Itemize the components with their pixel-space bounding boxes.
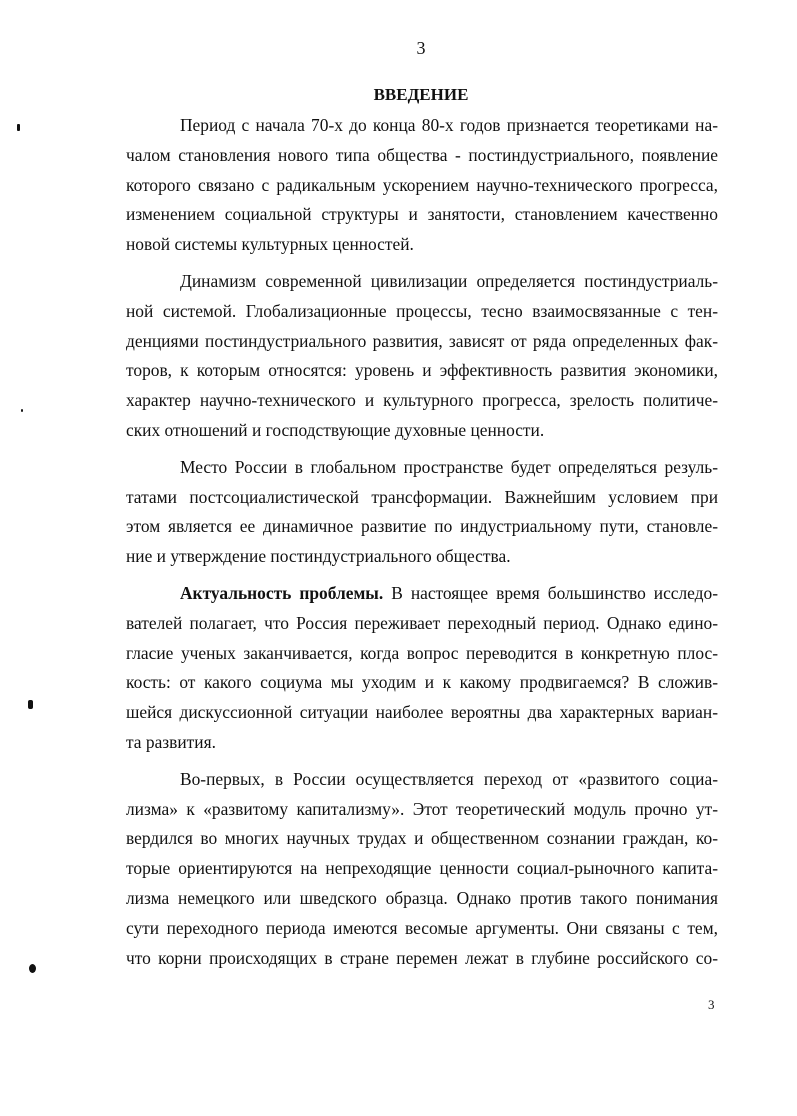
text-fragment: В настоящее время большинство исследо- [383,582,719,603]
scan-mark-dot [17,124,20,131]
text-line: торов, к которым относятся: уровень и эффективность развития экономики, [126,360,718,381]
text-line: ние и утверждение постиндустриального общества. [126,546,511,567]
text-line [126,579,718,609]
paragraph-5 [126,765,718,974]
text-line: лизма» к «развитому капитализму». Этот теоретический модуль прочно ут- [126,798,718,819]
text-line: та развития. [126,731,216,752]
document-body [126,111,718,973]
text-line: Период с начала 70-х до конца 80-х годов признается теоретиками на- [180,115,718,135]
text-line: вателей полагает, что Россия переживает переходный период. Однако едино- [126,612,718,633]
scan-mark-dot [21,409,23,412]
paragraph-4 [126,579,718,758]
paragraph-2 [126,267,718,446]
relevance-lead: Актуальность проблемы. [180,582,384,603]
text-line: что корни происходящих в стране перемен лежат в глубине российского со- [126,947,718,968]
text-line: вердился во многих научных трудах и общественном сознании граждан, ко- [126,828,718,849]
text-line: татами постсоциалистической трансформации. Важнейшим условием при [126,486,718,507]
text-line: новой системы культурных ценностей. [126,234,414,255]
text-line: чалом становления нового типа общества - постиндустриального, появление [126,144,718,165]
paragraph-1 [126,111,718,260]
text-line: кость: от какого социума мы уходим и к какому продвигаемся? В сложив- [126,672,718,693]
page-number-top: 3 [416,38,426,58]
text-line: этом является ее динамичное развитие по индустриальному пути, становле- [126,516,718,537]
section-heading: ВВЕДЕНИЕ [373,85,469,104]
text-line: характер научно-технического и культурного прогресса, зрелость политиче- [126,390,718,411]
text-line: ских отношений и господствующие духовные ценности. [126,419,545,440]
text-line: шейся дискуссионной ситуации наиболее вероятны два характерных вариан- [126,702,718,723]
text-line: денциями постиндустриального развития, зависят от ряда определенных фак- [126,330,718,351]
text-line: лизма немецкого или шведского образца. Однако против такого понимания [126,887,718,908]
text-line: ной системой. Глобализационные процессы, тесно взаимосвязанные с тен- [126,300,718,321]
page-number-bottom: 3 [708,997,715,1012]
scan-mark-dot [29,964,36,973]
text-line: Динамизм современной цивилизации определяется постиндустриаль- [180,270,718,291]
text-line: торые ориентируются на непреходящие ценности социал-рыночного капита- [126,858,718,879]
text-line: которого связано с радикальным ускорением научно-технического прогресса, [126,174,718,195]
scan-mark-dot [28,700,33,709]
text-line: изменением социальной структуры и занятости, становлением качественно [126,204,718,225]
text-line: сути переходного периода имеются весомые аргументы. Они связаны с тем, [126,917,718,938]
text-line: Место России в глобальном пространстве будет определяться резуль- [180,456,718,477]
text-line: гласие ученых заканчивается, когда вопрос переводится в конкретную плос- [126,642,718,663]
paragraph-3 [126,453,718,572]
text-line: Во-первых, в России осуществляется переход от «развитого социа- [180,768,718,789]
